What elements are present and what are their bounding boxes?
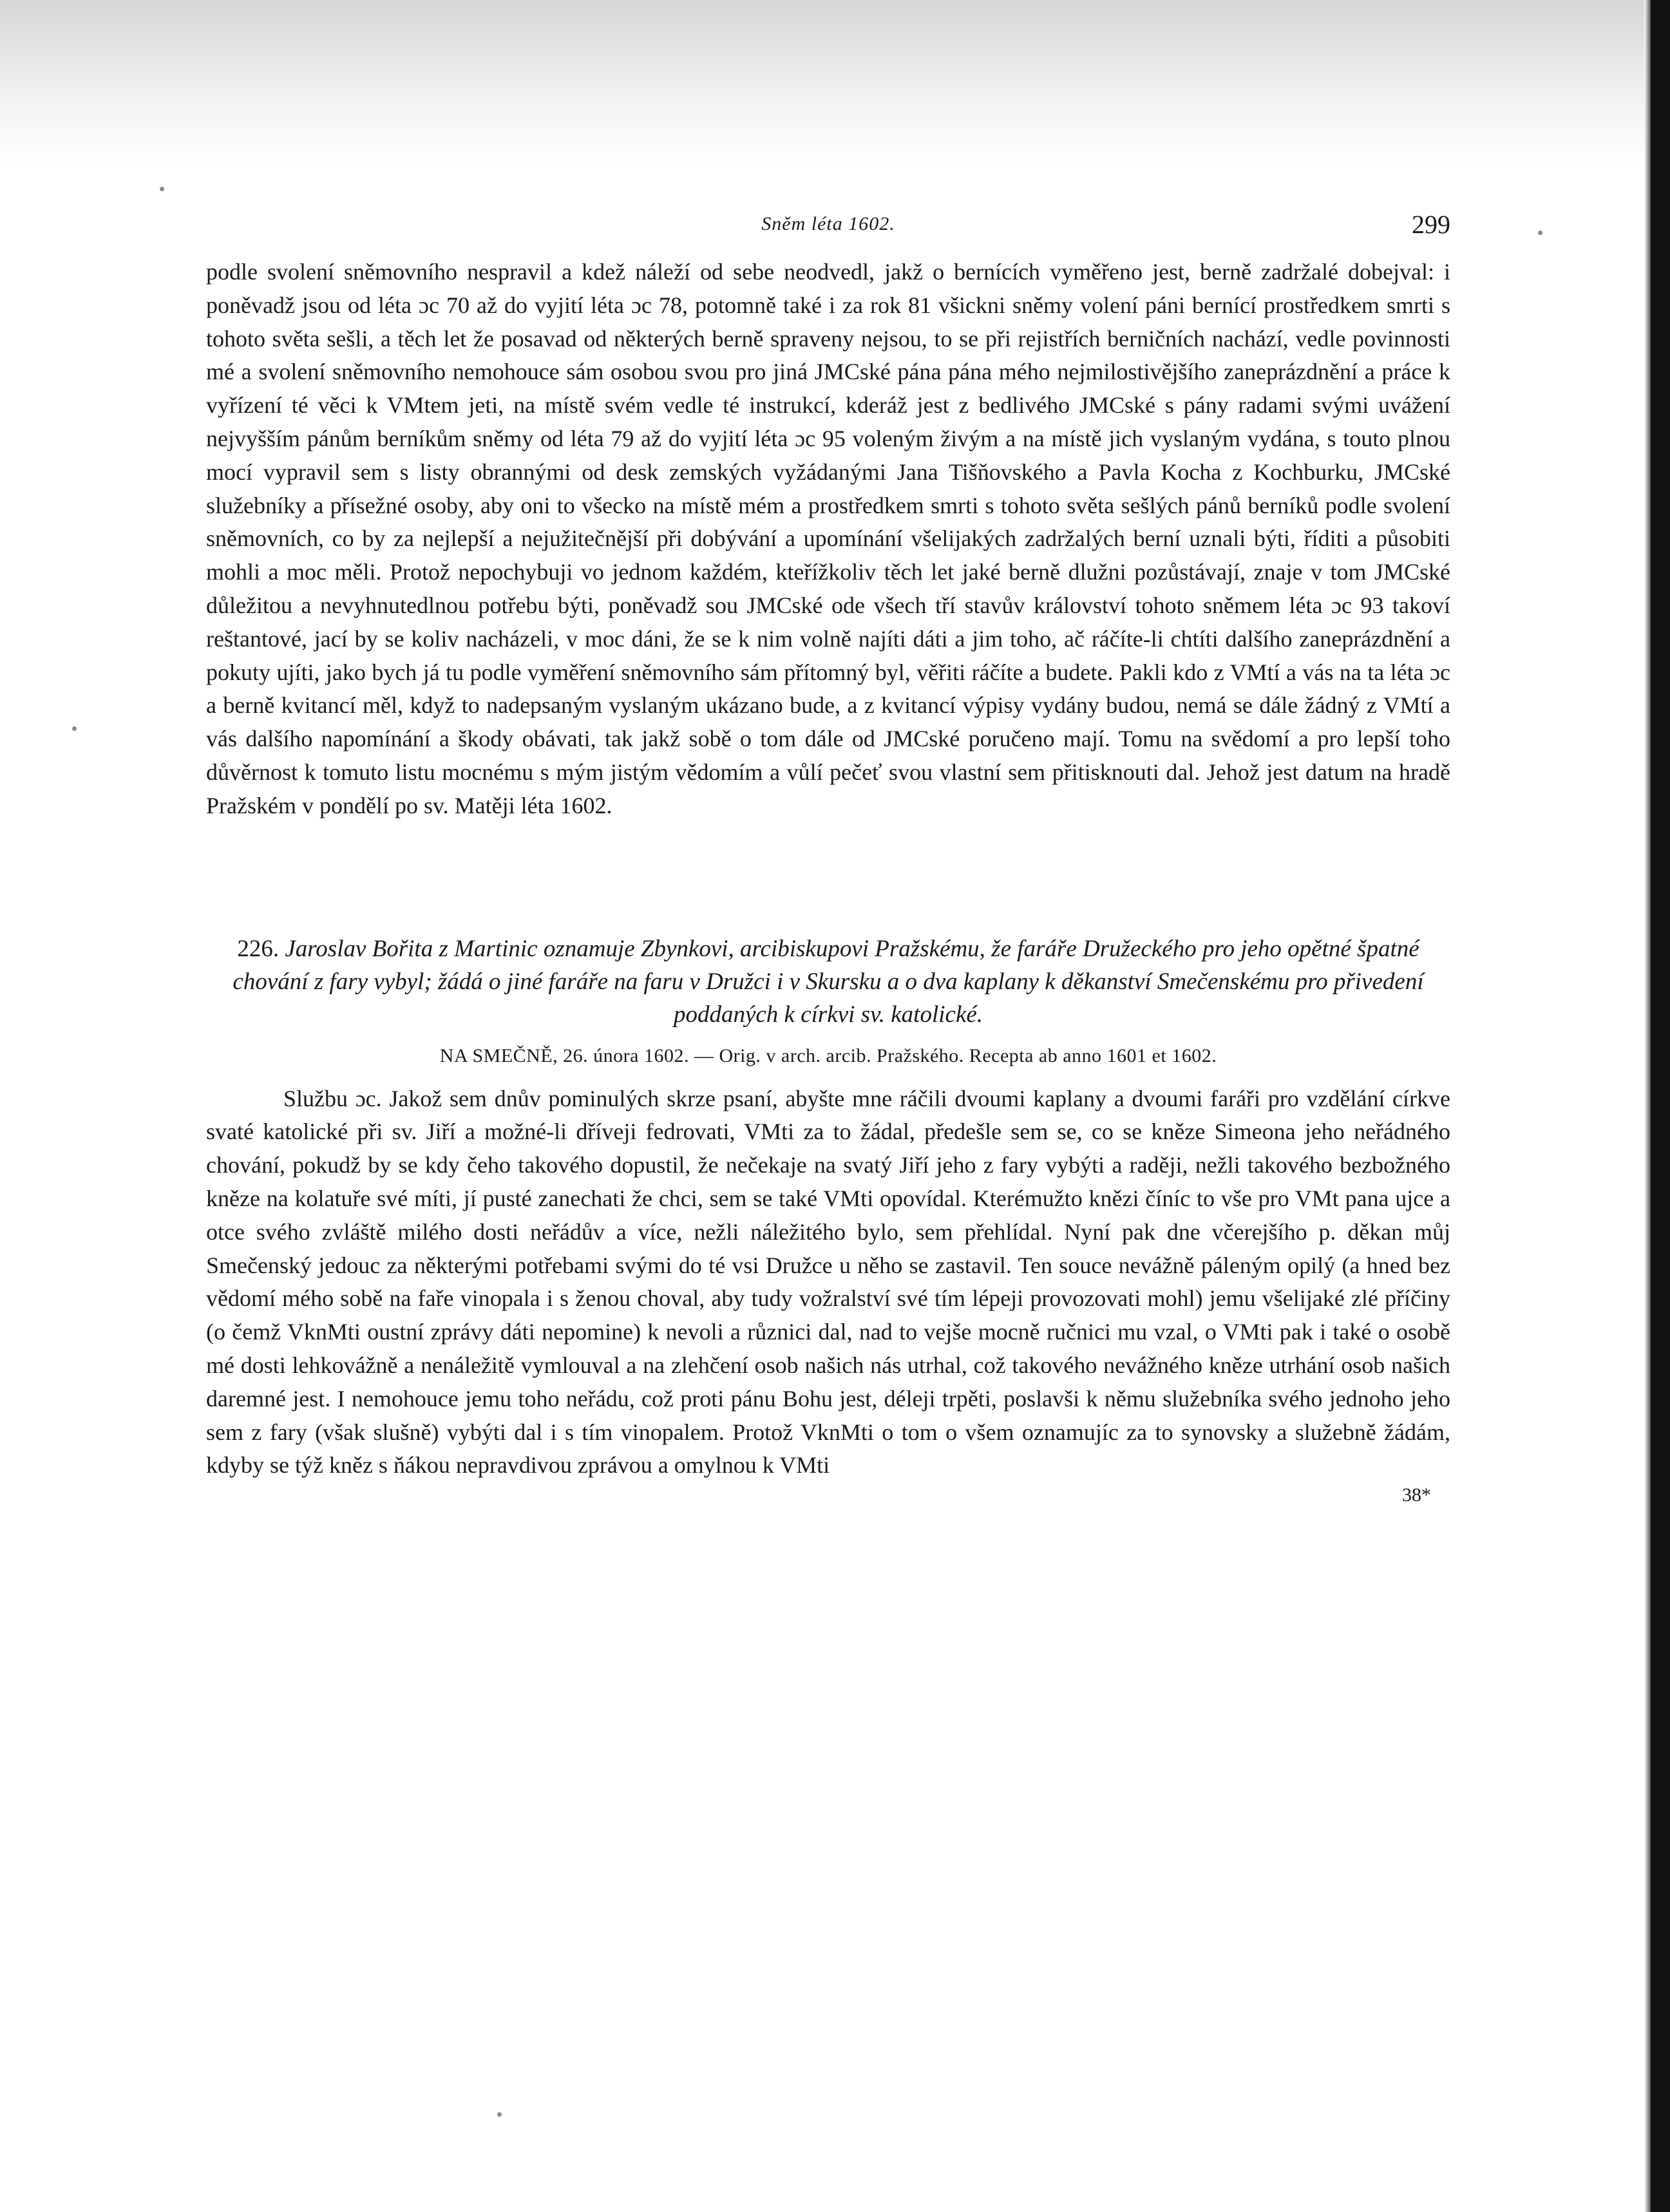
document-source-note: NA SMEČNĚ, 26. února 1602. — Orig. v arch. arcib. Pražského. Recepta ab anno 1601 et 1602. xyxy=(439,1045,1217,1066)
scan-speck xyxy=(497,2112,502,2117)
continued-letter-text: podle svolení sněmovního nespravil a kdež náleží od sebe neodvedl, jakž o bernících vyměřeno jest, berně zadržalé dobejval: i poněvadž jsou od léta ɔc 70 až do vyjití léta ɔc 78, potomně také i za rok 81 všickni sněmy volení páni bernící prostředkem smrti s tohoto světa sešli, a těch let že posavad od některých berně spraveny nejsou, to se při rejistřích berničních nachází, vedle povinnosti mé a svolení sněmovního nemohouce sám osobou svou pro jiná JMCské pána pána mého nejmilostivějšího zaneprázdnění a práce k vyřízení té věci k VMtem jeti, na místě svém vedle té instrukcí, kderáž jest z bedlivého JMCské s pány radami svými uvážení nejvyšším pánům berníkům sněmy od léta 79 až do vyjití léta ɔc 95 voleným živým a na místě jich vyslaným vydána, s touto plnou mocí vypravil sem s listy obrannými od desk zemských vyžádanými Jana Tišňovského a Pavla Kocha z Kochburku, JMCské služebníky a přísežné osoby, aby oni to všecko na místě mém a prostředkem smrti s tohoto světa sešlých pánů berníků podle svolení sněmovních, co by za nejlepší a nejužitečnější při dobývání a upomínání všelijakých zadržalých berní uznali býti, říditi a působiti mohli a moc měli. Protož nepochybuji vo jednom každém, kteřížkoliv těch let jaké berně dlužni pozůstávají, znaje v tom JMCské důležitou a nevyhnutedlnou potřebu býti, poněvadž sou JMCské ode všech tří stavův království tohoto sněmem léta ɔc 93 takoví reštantové, jací by se koliv nacházeli, v moc dáni, že se k nim volně najíti dáti a jim toho, ač ráčíte-li chtíti dalšího zaneprázdnění a pokuty ujíti, jako bych já tu podle vyměření sněmovního sám přítomný byl, věřiti ráčíte a budete. Pakli kdo z VMtí a vás na ta léta ɔc a berně kvitancí měl, když to nadepsaným vyslaným ukázano bude, a z kvitancí výpisy vydány budou, nemá se dále žádný z VMtí a vás dalšího napomínání a škody obávati, tak jakž sobě o tom dále od JMCské poručeno mají. Tomu na svědomí a pro lepší toho důvěrnost k tomuto listu mocnému s mým jistým vědomím a vůlí pečeť svou vlastní sem přitisknouti dal. Jehož jest datum na hradě Pražském v pondělí po sv. Matěji léta 1602. xyxy=(206,259,1450,818)
printer-signature-mark: 38* xyxy=(1402,1484,1431,1506)
book-page xyxy=(206,209,1450,1508)
running-title: Sněm léta 1602. xyxy=(761,213,895,234)
scan-edge-border xyxy=(1651,0,1670,2212)
scan-edge-shadow xyxy=(1644,0,1651,2212)
scan-speck xyxy=(160,187,164,191)
page-number: 299 xyxy=(1412,210,1450,239)
document-regest: Jaroslav Bořita z Martinic oznamuje Zbynkovi, arcibiskupovi Pražskému, že faráře Družeckého pro jeho opětné špatné chování z fary vybyl; žádá o jiné faráře na faru v Družci i v Skursku a o dva kaplany k děkanství Smečenskému pro přivedení poddaných k církvi sv. katolické. xyxy=(232,935,1424,1028)
running-header xyxy=(206,209,1450,248)
document-number: 226. xyxy=(237,935,280,962)
document-body-text: Službu ɔc. Jakož sem dnův pominulých skrze psaní, abyšte mne ráčili dvoumi kaplany a dvoumi faráři pro vzdělání církve svaté katolické při sv. Jiří a možné-li dříveji fedrovati, VMti za to žádal, předešle sem se, co se kněze Simeona jeho neřádného chování, pokudž by se kdy čeho takového dopustil, že nečekaje na svatý Jiří jeho z fary vybýti a raději, nežli takového bezbožného kněze na kolatuře své míti, jí pusté zanechati že chci, sem se také VMti opovídal. Kterémužto knězi číníc to vše pro VMt pana ujce a otce svého zvláště milého dosti neřádův a více, nežli náležitého bylo, sem přehlídal. Nyní pak dne včerejšího p. děkan můj Smečenský jedouc za některými potřebami svými do té vsi Družce u něho se zastavil. Ten souce nevážně páleným opilý (a hned bez vědomí mého sobě na faře vinopala i s ženou choval, aby tudy vožralství své tím lépeji provozovati mohl) jemu všelijaké zlé příčiny (o čemž VknMti oustní zprávy dáti nepomine) k nevoli a různici dal, nad to vejše mocně ručnici mu vzal, o VMti pak i také o osobě mé dosti lehkovážně a nenáležitě vymlouval a na zlehčení osob našich nás utrhal, což takového nevážného kněze utrhání osob našich daremné jest. I nemohouce jemu toho neřádu, což proti pánu Bohu jest, déleji trpěti, poslavši k němu služebníka svého jednoho jeho sem z fary (však slušně) vybýti dal i s tím vinopalem. Protož VknMti o tom o všem oznamujíc za to synovsky a služebně žádám, kdyby se týž kněz s ňákou nepravdivou zprávou a omylnou k VMti xyxy=(206,1085,1450,1479)
scan-speck xyxy=(1538,231,1542,235)
document-heading xyxy=(206,932,1450,1031)
scan-speck xyxy=(72,726,77,731)
